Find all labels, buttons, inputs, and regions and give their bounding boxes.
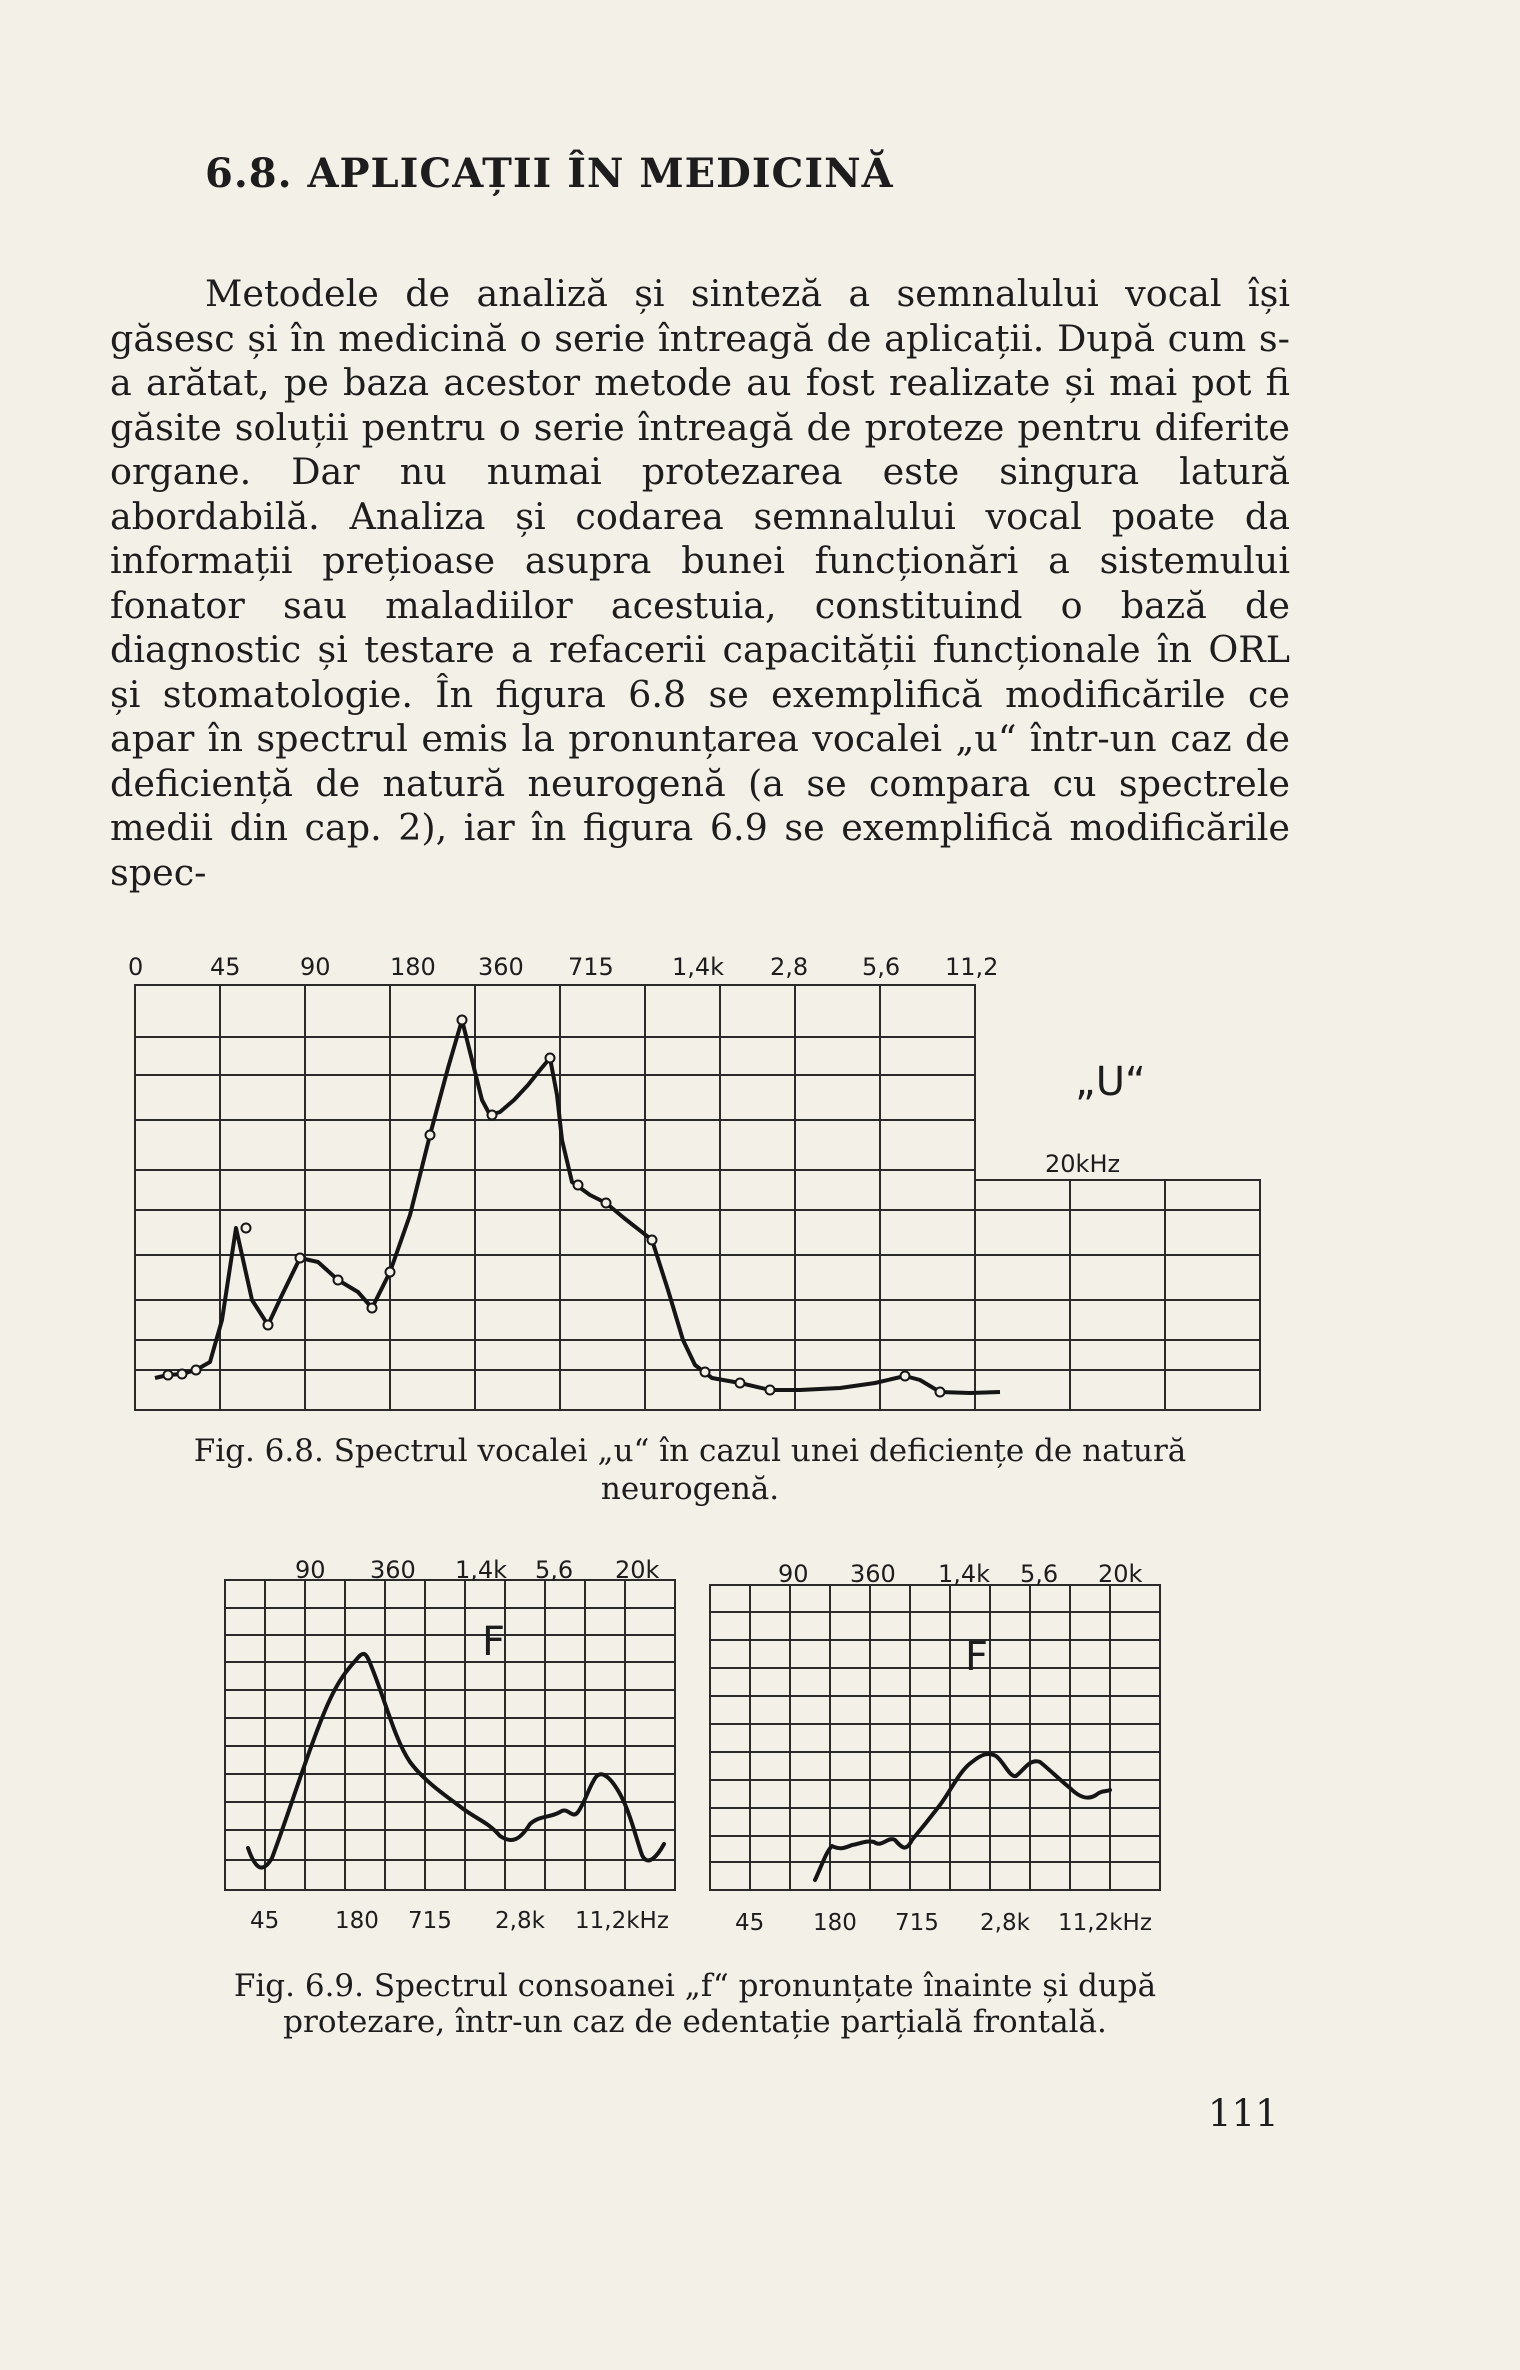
fig68-freq-end-label: 20kHz — [1045, 1150, 1121, 1178]
fig68-tick: 11,2 — [945, 953, 999, 981]
fig69-right-top-tick: 5,6 — [1020, 1560, 1059, 1588]
figure-6-8 — [128, 953, 1260, 1410]
body-paragraph: Metodele de analiză și sinteză a semnalului vocal își găsesc și în medicină o serie întreagă de aplicații. După cum s-a arătat, pe baza acestor metode au fost realizate și mai pot fi găsite soluții pentru o serie întreagă de proteze pentru diferite organe. Dar nu numai protezarea este singura latură abordabilă. Analiza și codarea semnalului vocal poate da informații prețioase asupra bunei funcționări a sistemului fonator sau maladiilor acestuia, constituind o bază de diagnostic și testare a refacerii capacității funcționale în ORL și stomatologie. În figura 6.8 se exemplifică modificările ce apar în spectrul emis la pronunțarea vocalei „u“ într-un caz de deficiență de natură neurogenă (a se compara cu spectrele medii din cap. 2), iar în figura 6.9 se exemplifică modificările spec- — [110, 272, 1290, 894]
fig69-left-bottom-tick: 11,2kHz — [575, 1908, 669, 1934]
fig69-left-label: F — [482, 1619, 506, 1665]
fig69-right-top-tick: 20k — [1098, 1560, 1143, 1588]
fig69-left-bottom-tick: 715 — [408, 1908, 452, 1934]
fig69-right-bottom-tick: 2,8k — [980, 1910, 1030, 1936]
fig69-right-bottom-tick: 715 — [895, 1910, 939, 1936]
fig68-vowel-label: „U“ — [1075, 1059, 1146, 1105]
fig69-caption: Fig. 6.9. Spectrul consoanei „f“ pronunțate înainte și după protezare, într-un caz de edentație parțială frontală. — [233, 1968, 1157, 2040]
fig68-tick: 90 — [300, 953, 331, 981]
fig68-tick: 45 — [210, 953, 241, 981]
figure-6-9-left — [225, 1556, 675, 1934]
section-heading: 6.8. APLICAȚII ÎN MEDICINĂ — [205, 150, 894, 197]
fig68-tick: 715 — [568, 953, 614, 981]
fig68-tick: 1,4k — [672, 953, 725, 981]
fig68-top-ticks — [128, 953, 998, 981]
fig69-left-top-tick: 90 — [295, 1556, 326, 1584]
fig69-left-top-tick: 20k — [615, 1556, 660, 1584]
fig68-tick: 360 — [478, 953, 524, 981]
fig68-grid — [135, 985, 1260, 1410]
fig69-right-top-tick: 1,4k — [938, 1560, 991, 1588]
fig69-left-grid — [225, 1580, 675, 1890]
fig68-tick: 5,6 — [862, 953, 901, 981]
fig68-caption: Fig. 6.8. Spectrul vocalei „u“ în cazul unei deficiențe de natură neurogenă. — [193, 1433, 1187, 1507]
fig69-right-top-tick: 360 — [850, 1560, 896, 1588]
fig69-left-top-tick: 360 — [370, 1556, 416, 1584]
fig69-right-grid — [710, 1585, 1160, 1890]
fig68-tick: 180 — [390, 953, 436, 981]
fig69-left-top-tick: 1,4k — [455, 1556, 508, 1584]
fig69-right-bottom-tick: 180 — [813, 1910, 857, 1936]
fig68-tick: 0 — [128, 953, 144, 981]
fig69-left-top-tick: 5,6 — [535, 1556, 574, 1584]
fig69-left-bottom-tick: 2,8k — [495, 1908, 545, 1934]
fig69-right-top-tick: 90 — [778, 1560, 809, 1588]
fig68-tick: 2,8 — [770, 953, 809, 981]
figure-6-9-right — [710, 1560, 1160, 1936]
fig69-right-bottom-tick: 45 — [735, 1910, 765, 1936]
fig69-right-label: F — [965, 1634, 989, 1680]
fig69-left-bottom-tick: 45 — [250, 1908, 280, 1934]
page-number: 111 — [1208, 2092, 1279, 2135]
fig69-left-curve — [248, 1654, 664, 1868]
fig69-left-bottom-tick: 180 — [335, 1908, 379, 1934]
fig69-right-bottom-tick: 11,2kHz — [1058, 1910, 1152, 1936]
